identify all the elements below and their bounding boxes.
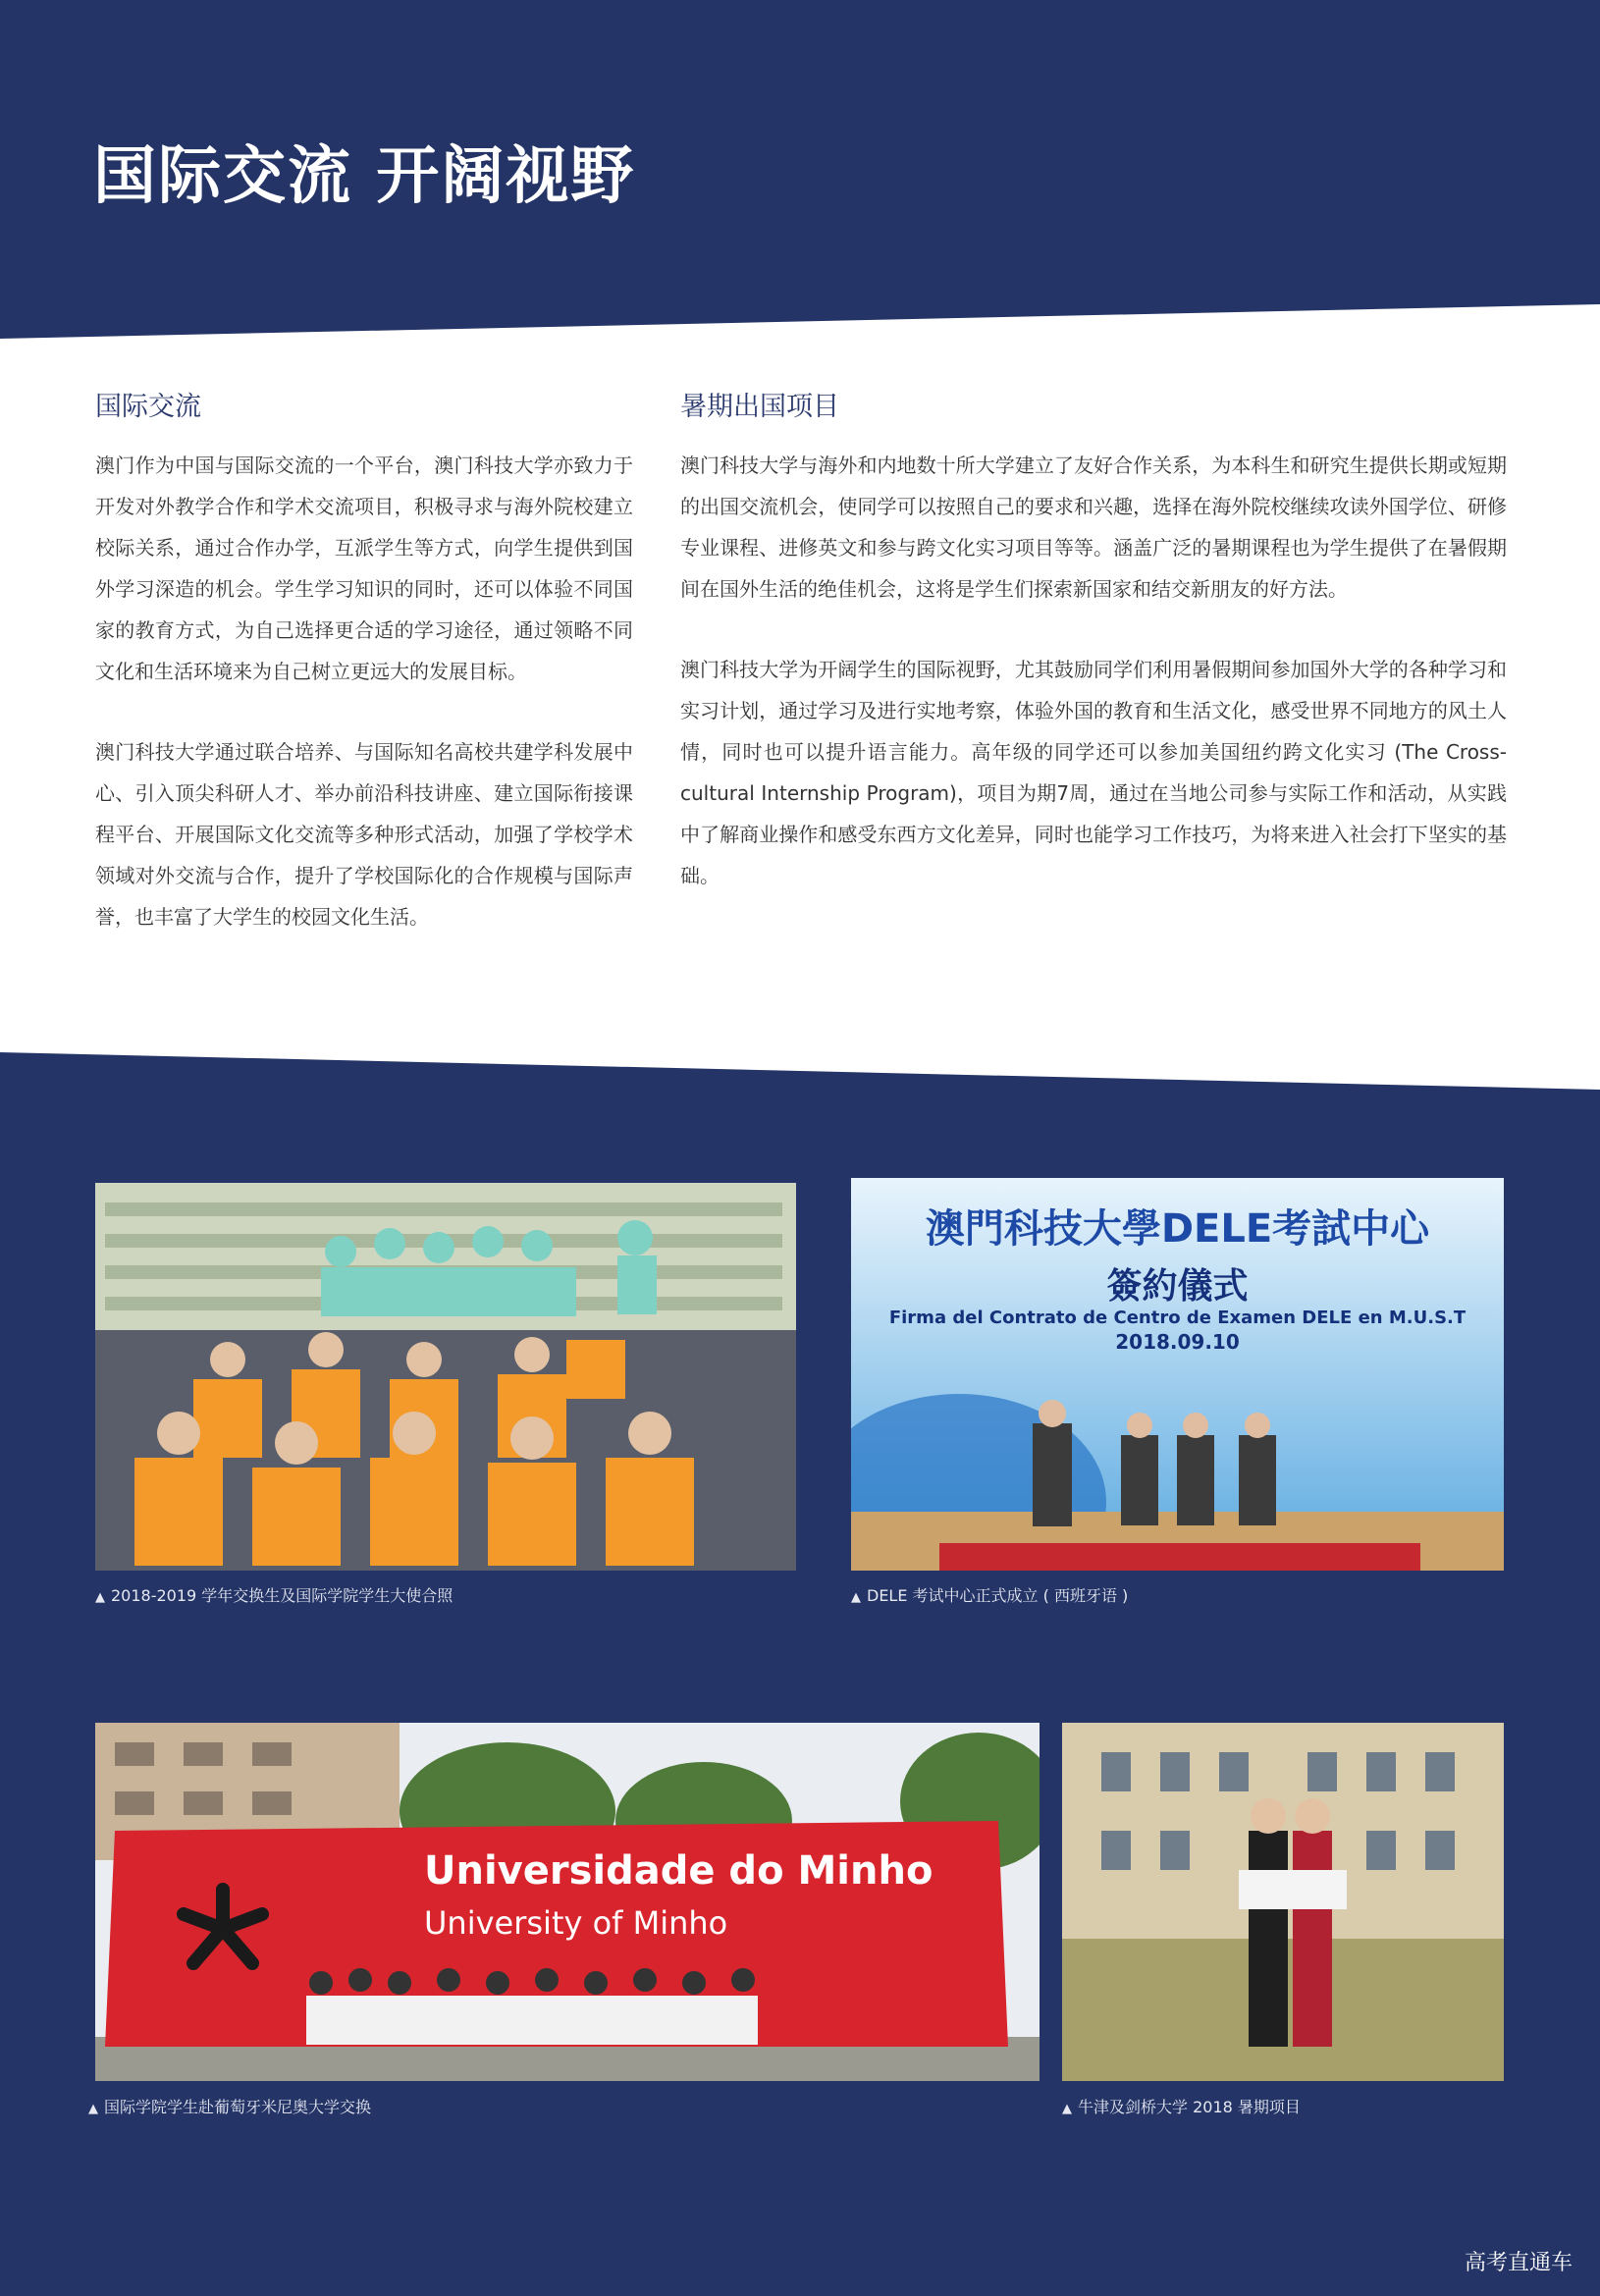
caption-oxford (1062, 2095, 1301, 2117)
section-title-exchange: 国际交流 (95, 392, 201, 422)
triangle-marker-icon: ▲ (88, 2102, 98, 2116)
oxford-summer-photo (1062, 1723, 1504, 2081)
minho-sign-line1: Universidade do Minho (424, 1848, 933, 1894)
triangle-marker-icon: ▲ (95, 1590, 105, 1605)
dele-ceremony-photo (851, 1178, 1504, 1571)
page-title: 国际交流 开阔视野 (93, 140, 636, 213)
dele-banner-date: 2018.09.10 (1115, 1330, 1240, 1354)
dele-banner-spanish: Firma del Contrato de Centro de Examen DELE en M.U.S.T (888, 1308, 1467, 1328)
international-exchange-section (95, 385, 633, 977)
caption-minho (88, 2095, 371, 2117)
dele-banner-subtitle: 簽約儀式 (1106, 1266, 1249, 1307)
triangle-marker-icon: ▲ (1062, 2102, 1072, 2116)
dele-banner-title: 澳門科技大學DELE考試中心 (925, 1206, 1430, 1252)
footer-watermark: 高考直通车 (1464, 2251, 1573, 2275)
triangle-marker-icon: ▲ (851, 1590, 861, 1605)
exchange-students-photo (95, 1183, 796, 1571)
minho-university-photo (95, 1723, 1040, 2081)
caption-exchange (95, 1583, 453, 1606)
caption-oxford-text: 牛津及剑桥大学 2018 暑期项目 (1078, 2098, 1301, 2116)
caption-exchange-text: 2018-2019 学年交换生及国际学院学生大使合照 (111, 1586, 453, 1605)
summer-abroad-section (680, 385, 1507, 935)
caption-minho-text: 国际学院学生赴葡萄牙米尼奥大学交换 (104, 2098, 372, 2116)
minho-sign-line2: University of Minho (424, 1904, 728, 1942)
section-title-summer: 暑期出国项目 (680, 392, 839, 422)
caption-dele-text: DELE 考试中心正式成立 ( 西班牙语 ) (867, 1586, 1129, 1605)
summer-paragraph-2: 澳门科技大学为开阔学生的国际视野，尤其鼓励同学们利用暑假期间参加国外大学的各种学习和实习计划，通过学习及进行实地考察，体验外国的教育和生活文化，感受世界不同地方的风土人情，同时也可以提升语言能力。高年级的同学还可以参加美国纽约跨文化实习 (The Cross-cultural Internship Program)，项目为期7周，通过在当地公司参与实际工作和活动，从实践中了解商业操作和感受东西方文化差异，同时也能学习工作技巧，为将来进入社会打下坚实的基础。 (680, 658, 1507, 887)
exchange-paragraph-1: 澳门作为中国与国际交流的一个平台，澳门科技大学亦致力于开发对外教学合作和学术交流项目，积极寻求与海外院校建立校际关系，通过合作办学，互派学生等方式，向学生提供到国外学习深造的机会。学生学习知识的同时，还可以体验不同国家的教育方式，为自己选择更合适的学习途径，通过领略不同文化和生活环境来为自己树立更远大的发展目标。 (95, 454, 633, 683)
exchange-paragraph-2: 澳门科技大学通过联合培养、与国际知名高校共建学科发展中心、引入顶尖科研人才、举办前沿科技讲座、建立国际衔接课程平台、开展国际文化交流等多种形式活动，加强了学校学术领域对外交流与合作，提升了学校国际化的合作规模与国际声誉，也丰富了大学生的校园文化生活。 (95, 740, 633, 929)
caption-dele (851, 1583, 1128, 1606)
summer-paragraph-1: 澳门科技大学与海外和内地数十所大学建立了友好合作关系，为本科生和研究生提供长期或短期的出国交流机会，使同学可以按照自己的要求和兴趣，选择在海外院校继续攻读外国学位、研修专业课程、进修英文和参与跨文化实习项目等等。涵盖广泛的暑期课程也为学生提供了在暑假期间在国外生活的绝佳机会，这将是学生们探索新国家和结交新朋友的好方法。 (680, 454, 1507, 601)
